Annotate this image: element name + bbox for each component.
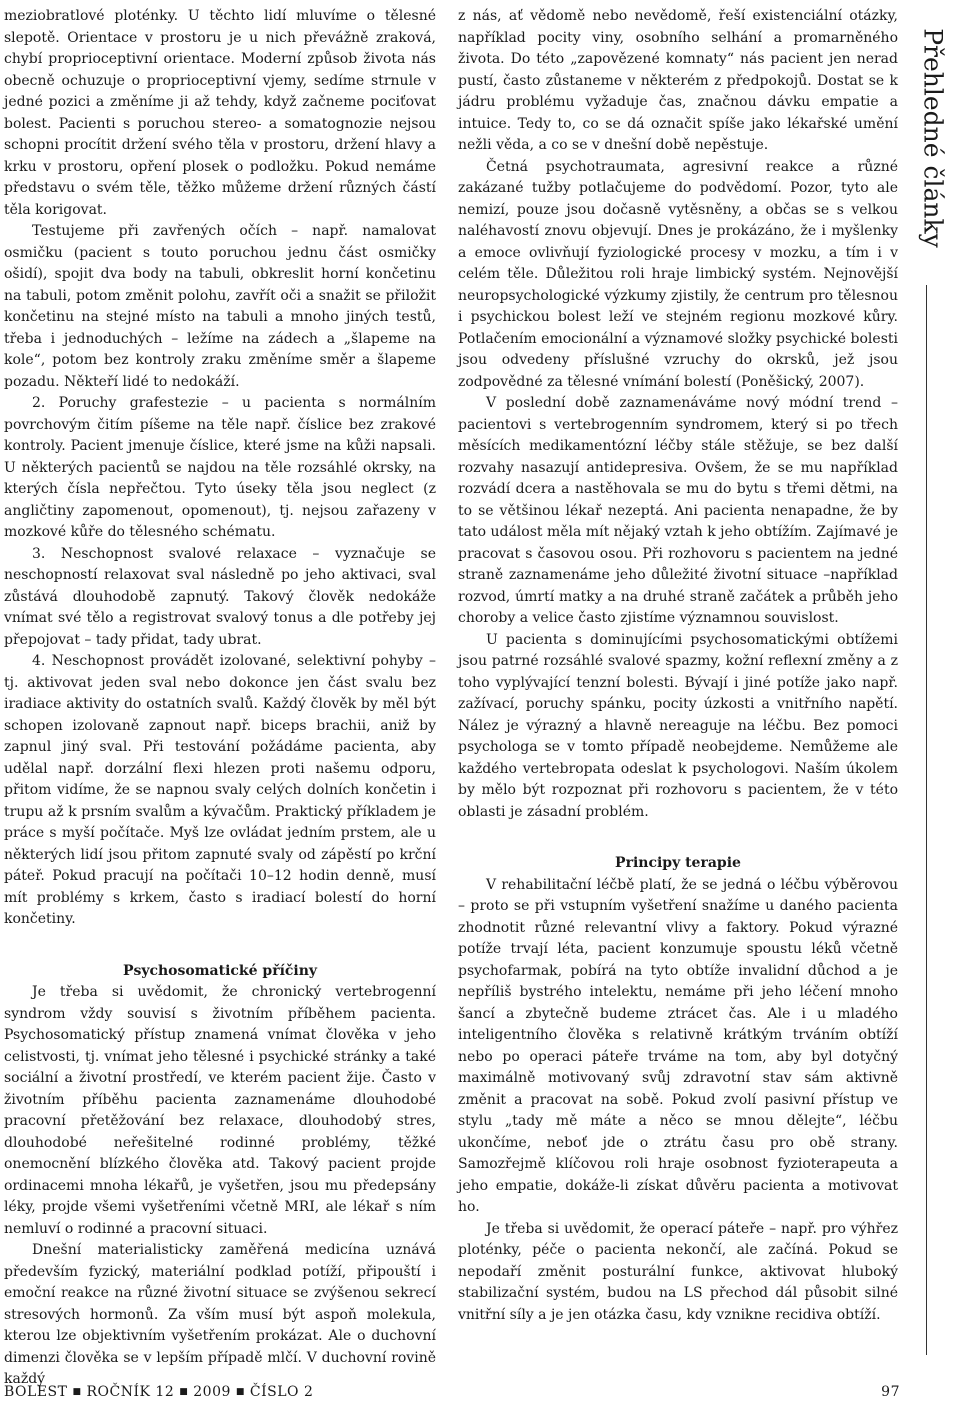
left-paragraph-5: 4. Neschopnost provádět izolované, selektivní pohyby – tj. aktivovat jeden sval nebo dokonce jen část svalu bez iradiace aktivity do ostatních svalů. Každý člověk by měl být schopen izolovaně zapnout např. biceps brachii, aniž by zapnul jiný sval. Při testování požádáme pacienta, aby udělal např. dorzální flexi hlezen proti našemu odporu, přitom vidíme, že se napnou svaly celých dolních končetin i trupu až k prsním svalům a kývačům. Praktický příkladem je práce s myší počítače. Myš lze ovládat jedním prstem, ale u některých lidí jsou přitom zapnuté svaly od zápěstí po krční páteř. Pokud pracují na počítači 10–12 hodin denně, musí mít problémy s krkem, často s iradiací bolestí do horní končetiny. <box>4 653 436 927</box>
section-heading-psychosomatic: Psychosomatické příčiny <box>122 962 318 979</box>
side-title-text: Přehledné články <box>918 27 948 248</box>
left-paragraph-1: meziobratlové ploténky. U těchto lidí mluvíme o tělesné slepotě. Orientace v prostoru je u nich převážně zraková, chybí proprioceptivní orientace. Moderní způsob života nás obecně ochuzuje o proprioceptivní vjemy, sedíme strnule v jedné pozici a změníme ji až tehdy, když začneme pociťovat bolest. Pacienti s poruchou stereo- a somatognozie nejsou schopni procítit držení svého těla v prostoru, držení hlavy a krku v prostoru, opření plosek o podložku. Pokud nemáme představu o svém těle, těžko můžeme držení různých částí těla korigovat. <box>4 8 436 218</box>
journal-issue: ČÍSLO 2 <box>249 1384 314 1400</box>
journal-volume: ROČNÍK 12 <box>86 1384 175 1400</box>
left-paragraph-6: Je třeba si uvědomit, že chronický vertebrogenní syndrom vždy souvisí s životním příběhem pacienta. Psychosomatický přístup znamená vnímat člověka v jeho celistvosti, tj. vnímat jeho tělesné i psychické stránky a také sociální a životní prostředí, ve kterém pacient žije. Často v životním příběhu pacienta zaznamenáme dlouhodobé pracovní přetěžování bez relaxace, dlouhodobý stres, dlouhodobé neřešitelné rodinné problémy, těžké onemocnění blízkého člověka atd. Takový pacient projde ordinacemi mnoha lékařů, je vyšetřen, jsou mu předepsány léky, projde všemi vyšetřeními včetně MRI, ale lékař s ním nemluví o rodinné a pracovní situaci. <box>4 984 436 1237</box>
separator-square-icon: ■ <box>179 1387 189 1397</box>
vertical-divider <box>926 285 927 1355</box>
right-paragraph-6: Je třeba si uvědomit, že operací páteře – např. pro výhřez ploténky, péče o pacienta nekončí, ale začíná. Pokud se nepodaří změnit posturální funkce, aktivovat hluboký stabilizační systém, budou na LS přechod dál působit silné vnitřní síly a je jen otázka času, kdy vznikne recidiva obtíží. <box>458 1220 898 1323</box>
separator-square-icon: ■ <box>72 1387 82 1397</box>
separator-square-icon: ■ <box>235 1387 245 1397</box>
right-paragraph-4: U pacienta s dominujícími psychosomatickými obtížemi jsou patrné rozsáhlé svalové spazmy, kožní reflexní změny a z toho vyplývající tenzní bolesti. Bývají i jiné potíže jako např. zažívací, poruchy spánku, pocity úzkosti a vnitřního napětí. Nález je výrazný a hlavně nereaguje na léčbu. Bez pomoci psychologa se v tomto případě neobejdeme. Nemůžeme ale každého vertebropata odeslat k psychologovi. Naším úkolem by mělo být rozpoznat při rozhovoru s pacientem, že v této oblasti je zásadní problém. <box>458 631 898 820</box>
page-footer <box>4 1384 900 1404</box>
journal-name: BOLEST <box>4 1384 68 1400</box>
right-paragraph-2: Četná psychotraumata, agresivní reakce a různé zakázané tužby potlačujeme do podvědomí. Pozor, tyto ale nemizí, pouze jsou dočasně vytěsněny, a občas se s velkou naléhavostí znovu objevují. Dnes je prokázáno, že i myšlenky a emoce ovlivňují fyziologické procesy v mozku, a tím i v celém těle. Důležitou roli hraje limbický systém. Nejnovější neuropsychologické výzkumy zjistily, že centrum pro tělesnou i psychickou bolest leží ve stejném regionu mozkové kůry. Potlačením emocionální a významové složky psychické bolesti jsou odvedeny příslušné vzruchy do okrsků, jež jsou zodpovědné za tělesné vnímání bolestí (Poněšický, 2007). <box>458 158 898 390</box>
right-column <box>458 6 898 1326</box>
right-paragraph-1: z nás, ať vědomě nebo nevědomě, řeší existenciální otázky, například pocity viny, osobního selhání a promarněného života. Do této „zapovězené komnaty“ nás pacient jen nerad pustí, často zůstaneme v některém z předpokojů. Dostat se k jádru problému vyžaduje čas, značnou dávku empatie a intuice. Tedy to, co se dá označit spíše jako lékařské umění nežli věda, a co se v dnešní době nepěstuje. <box>458 8 898 153</box>
left-paragraph-3: 2. Poruchy grafestezie – u pacienta s normálním povrchovým čitím píšeme na těle např. číslice bez zrakové kontroly. Pacient jmenuje číslice, které jsme na kůži napsali. U některých pacientů se najdou na těle rozsáhlé okrsky, na kterých čísla nepřečtou. Tyto úseky těla jsou neglect (z angličtiny zapomenout, opomenout), tj. nejsou zařazeny v mozkové kůře do tělesného schématu. <box>4 395 436 540</box>
section-side-title <box>908 0 958 275</box>
page-number: 97 <box>881 1384 900 1400</box>
right-paragraph-3: V poslední době zaznamenáváme nový módní trend – pacientovi s vertebrogenním syndromem, který si po třech měsících medikamentózní léčby stále stěžuje, se bez další rozvahy nasazují antidepresiva. Ovšem, že se mu například rozvádí dcera a nastěhovala se mu do bytu s třemi dětmi, na to se většinou lékař nezeptá. Ani pacienta nenapadne, že by tato událost měla mít nějaký vztah k jeho obtížím. Zajímavé je pracovat s časovou osou. Při rozhovoru s pacientem na jedné straně zaznamenáme jeho důležité životní situace –například rozvod, úmrtí matky a na druhé straně začátek a průběh jeho choroby a velice často zjistíme významnou souvislost. <box>458 395 898 626</box>
right-paragraph-5: V rehabilitační léčbě platí, že se jedná o léčbu výběrovou – proto se při vstupním vyšetření snažíme u daného pacienta zhodnotit různé relevantní vlivy a faktory. Pokud výrazné potíže trvají léta, pacient konzumuje spoustu léků včetně psychofarmak, pobírá na tyto obtíže invalidní důchod a je nepříliš bystrého intelektu, nemáme při jeho léčení mnoho šancí a zbytečně budeme ztrácet čas. Ale i u mladého inteligentního člověka s relativně krátkým trváním obtíží nebo po operaci páteře trváme na tom, aby byl dotyčný maximálně motivovaný svůj zdravotní stav sám aktivně změnit a pracovat na sobě. Pokud zvolí pasivní přístup ve stylu „tady mě máte a něco se mnou dělejte“, léčbu ukončíme, neboť jde o ztrátu času pro obě strany. Samozřejmě klíčovou roli hraje osobnost fyzioterapeuta a jeho empatie, dokáže-li získat důvěru pacienta a motivovat ho. <box>458 876 898 1215</box>
left-paragraph-4: 3. Neschopnost svalové relaxace – vyznačuje se neschopností relaxovat sval následně po jeho aktivaci, sval zůstává dlouhodobě zapnutý. Takový člověk nedokáže vnímat své tělo a registrovat svalový tonus a dle potřeby jej přepojovat – tady přidat, tady ubrat. <box>4 545 436 648</box>
left-paragraph-2: Testujeme při zavřených očích – např. namalovat osmičku (pacient s touto poruchou jednu část osmičky ošidí), spojit dva body na tabuli, obkreslit horní končetinu na tabuli, potom změnit polohu, zavřít oči a snažit se přiložit končetinu na stejné místo na tabuli a mnoho jiných testů, třeba i jednoduchých – ležíme na zádech a „šlapeme na kole“, potom bez kontroly zraku změníme směr a šlapeme pozadu. Někteří lidé to nedokáží. <box>4 223 436 390</box>
left-paragraph-7: Dnešní materialisticky zaměřená medicína uznává především fyzický, materiální podklad potíží, připouští i emoční reakce na různé životní situace se zvýšenou sekrecí stresových hormonů. Za vším musí být aspoň molekula, kterou lze objektivním vyšetřením prokázat. Ale o duchovní dimenzi člověka se v lepším případě mlčí. V duchovní rovině každý <box>4 1242 436 1387</box>
section-heading-therapy: Principy terapie <box>615 855 741 871</box>
journal-year: 2009 <box>193 1384 231 1400</box>
left-column <box>4 6 436 1391</box>
journal-info <box>4 1384 313 1400</box>
